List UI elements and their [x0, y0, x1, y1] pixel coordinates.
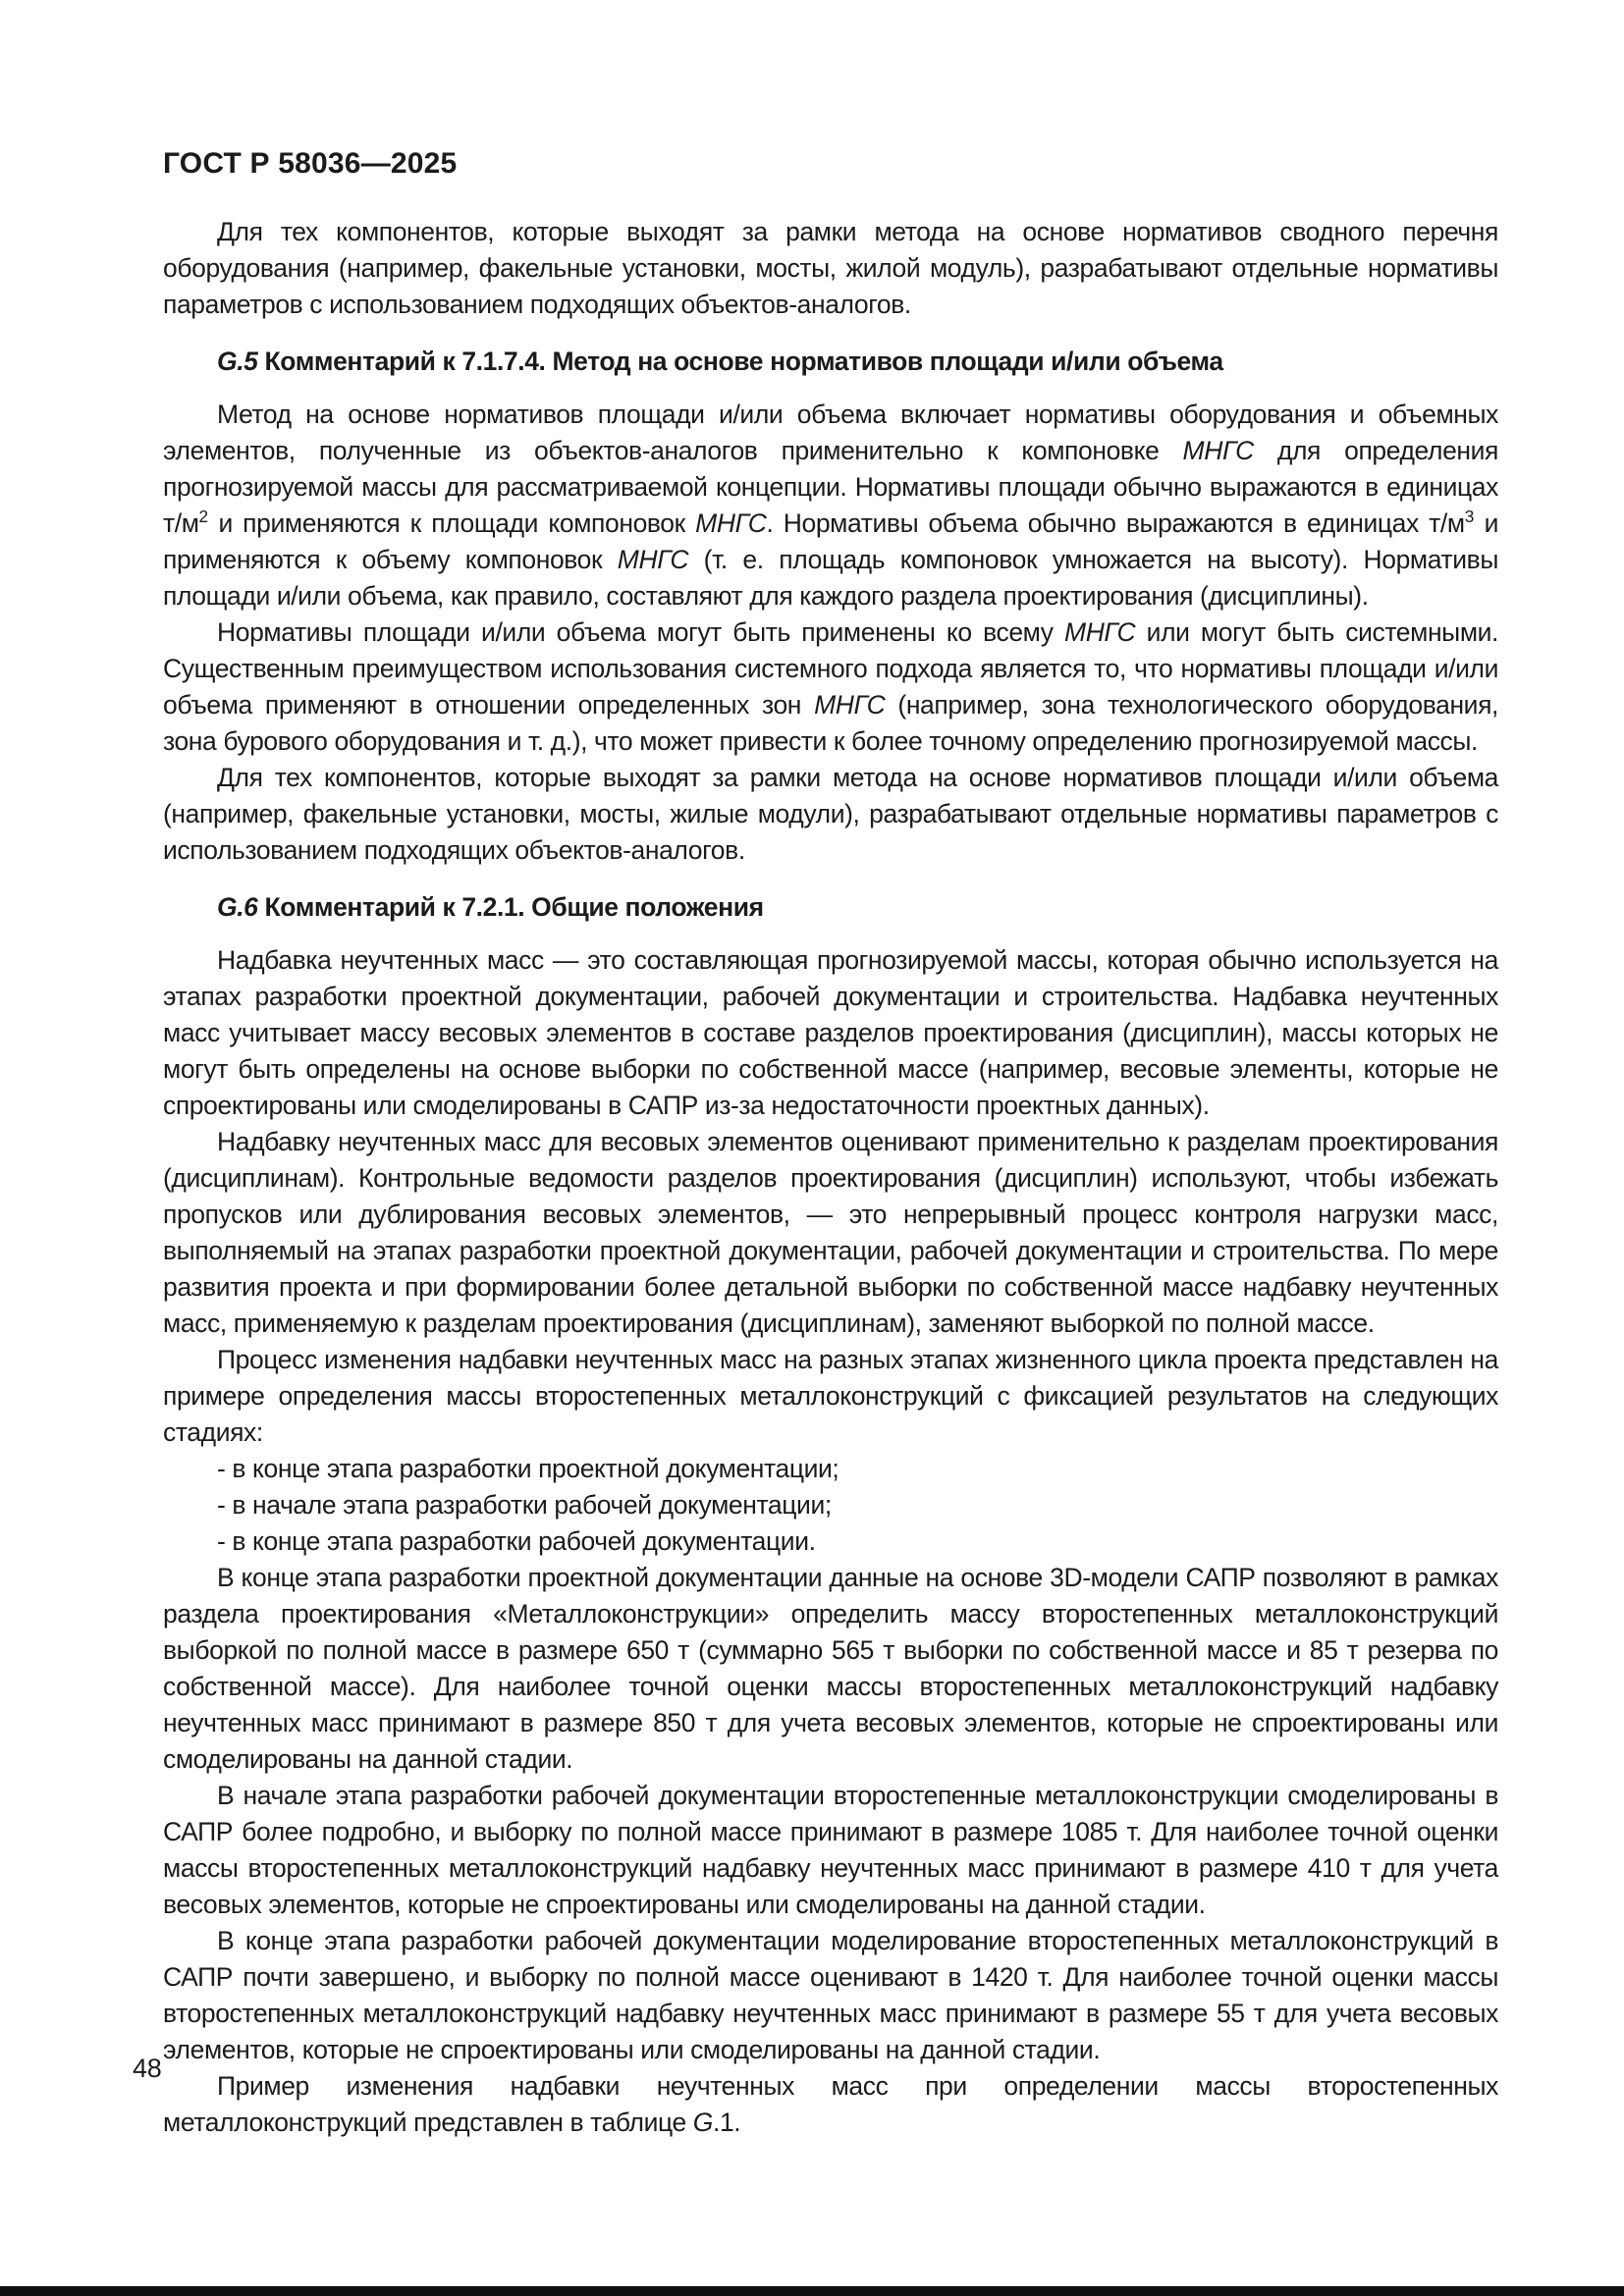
text-run: (например, зона технологического оборудования, зона бурового оборудования и т. д.), что может привести к более точному определению прогнозируемой массы.	[163, 690, 1498, 756]
section-heading	[163, 344, 1498, 380]
paragraph	[163, 760, 1498, 869]
text-run: . Нормативы объема обычно выражаются в единицах т/м	[766, 508, 1465, 538]
text-run: или могут быть системными. Существенным преимуществом использования системного подхода является то, что нормативы площади и/или объема применяют в отношении определенных зон	[163, 617, 1499, 720]
paragraph	[163, 214, 1498, 323]
text-run: МНГС	[1182, 436, 1254, 465]
text-run: МНГС	[617, 545, 689, 574]
list-item	[163, 1451, 1498, 1487]
text-run: и применяются к площади компоновок	[208, 508, 696, 538]
text-run: МНГС	[695, 508, 767, 538]
document-content	[163, 214, 1498, 2141]
scan-edge-bar	[0, 2286, 1624, 2296]
text-run: Пример изменения надбавки неучтенных масс при определении массы второстепенных металлоконструкций представлен в таблице	[163, 2071, 1498, 2137]
text-run: для определения прогнозируемой массы для рассматриваемой концепции. Нормативы площади обычно выражаются в единицах т/м	[163, 436, 1499, 538]
text-run: Процесс изменения надбавки неучтенных масс на разных этапах жизненного цикла проекта представлен на примере определения массы второстепенных металлоконструкций с фиксацией результатов на следующих стадиях:	[163, 1345, 1498, 1447]
doc-number: ГОСТ Р 58036—2025	[163, 147, 458, 180]
text-run: МНГС	[1064, 617, 1136, 647]
text-run: и применяются к объему компоновок	[163, 508, 1499, 574]
text-run: Комментарий к 7.2.1. Общие положения	[257, 892, 764, 922]
paragraph	[163, 1778, 1498, 1923]
paragraph	[163, 614, 1498, 760]
text-run: G.5	[217, 347, 258, 376]
paragraph	[163, 1560, 1498, 1778]
list-item	[163, 1523, 1498, 1560]
text-run: - в конце этапа разработки рабочей документации.	[217, 1526, 816, 1556]
text-run: В начале этапа разработки рабочей документации второстепенные металлоконструкции смоделированы в САПР более подробно, и выборку по полной массе принимают в размере 1085 т. Для наиболее точной оценки массы второстепенных металлоконструкций надбавку неучтенных масс принимают в размере 410 т для учета весовых элементов, которые не спроектированы или смоделированы на данной стадии.	[163, 1781, 1498, 1919]
text-run: G	[692, 2108, 713, 2137]
section-heading	[163, 889, 1498, 926]
text-run: В конце этапа разработки проектной документации данные на основе 3D-модели САПР позволяют в рамках раздела проектирования «Металлоконструкции» определить массу второстепенных металлоконструкций выборкой по полной массе в размере 650 т (суммарно 565 т выборки по собственной массе и 85 т резерва по собственной массе). Для наиболее точной оценки массы второстепенных металлоконструкций надбавку неучтенных масс принимают в размере 850 т для учета весовых элементов, которые не спроектированы или смоделированы на данной стадии.	[163, 1563, 1498, 1774]
paragraph	[163, 2068, 1498, 2141]
paragraph	[163, 1124, 1498, 1342]
text-run: МНГС	[814, 690, 886, 720]
text-run: (т. е. площадь компоновок умножается на высоту). Нормативы площади и/или объема, как правило, составляют для каждого раздела проектирования (дисциплины).	[163, 545, 1498, 611]
list-item	[163, 1487, 1498, 1523]
text-run: Нормативы площади и/или объема могут быть применены ко всему	[217, 617, 1065, 647]
text-run: .1.	[712, 2108, 741, 2137]
paragraph	[163, 942, 1498, 1124]
text-run: Метод на основе нормативов площади и/или объема включает нормативы оборудования и объемных элементов, полученные из объектов-аналогов применительно к компоновке	[163, 400, 1498, 465]
text-run: В конце этапа разработки рабочей документации моделирование второстепенных металлоконструкций в САПР почти завершено, и выборку по полной массе оценивают в 1420 т. Для наиболее точной оценки массы второстепенных металлоконструкций надбавку неучтенных масс принимают в размере 55 т для учета весовых элементов, которые не спроектированы или смоделированы на данной стадии.	[163, 1926, 1498, 2064]
paragraph	[163, 1923, 1498, 2068]
text-run: 3	[1464, 507, 1475, 527]
paragraph	[163, 397, 1498, 614]
text-run: G.6	[217, 892, 258, 922]
text-run: Для тех компонентов, которые выходят за рамки метода на основе нормативов сводного перечня оборудования (например, факельные установки, мосты, жилой модуль), разрабатывают отдельные нормативы параметров с использованием подходящих объектов-аналогов.	[163, 217, 1498, 319]
text-run: Для тех компонентов, которые выходят за рамки метода на основе нормативов площади и/или объема (например, факельные установки, мосты, жилые модули), разрабатывают отдельные нормативы параметров с использованием подходящих объектов-аналогов.	[163, 763, 1498, 865]
page-number: 48	[133, 2054, 162, 2083]
text-run: 2	[198, 507, 209, 527]
text-run: Надбавка неучтенных масс — это составляющая прогнозируемой массы, которая обычно используется на этапах разработки проектной документации, рабочей документации и строительства. Надбавка неучтенных масс учитывает массу весовых элементов в составе разделов проектирования (дисциплин), массы которых не могут быть определены на основе выборки по собственной массе (например, весовые элементы, которые не спроектированы или смоделированы в САПР из-за недостаточности проектных данных).	[163, 945, 1498, 1120]
text-run: - в конце этапа разработки проектной документации;	[217, 1454, 839, 1483]
paragraph	[163, 1342, 1498, 1451]
text-run: Комментарий к 7.1.7.4. Метод на основе нормативов площади и/или объема	[257, 347, 1223, 376]
text-run: - в начале этапа разработки рабочей документации;	[217, 1490, 832, 1520]
text-run: Надбавку неучтенных масс для весовых элементов оценивают применительно к разделам проектирования (дисциплинам). Контрольные ведомости разделов проектирования (дисциплин) используют, чтобы избежать пропусков или дублирования весовых элементов, — это непрерывный процесс контроля нагрузки масс, выполняемый на этапах разработки проектной документации, рабочей документации и строительства. По мере развития проекта и при формировании более детальной выборки по собственной массе надбавку неучтенных масс, применяемую к разделам проектирования (дисциплинам), заменяют выборкой по полной массе.	[163, 1127, 1498, 1338]
